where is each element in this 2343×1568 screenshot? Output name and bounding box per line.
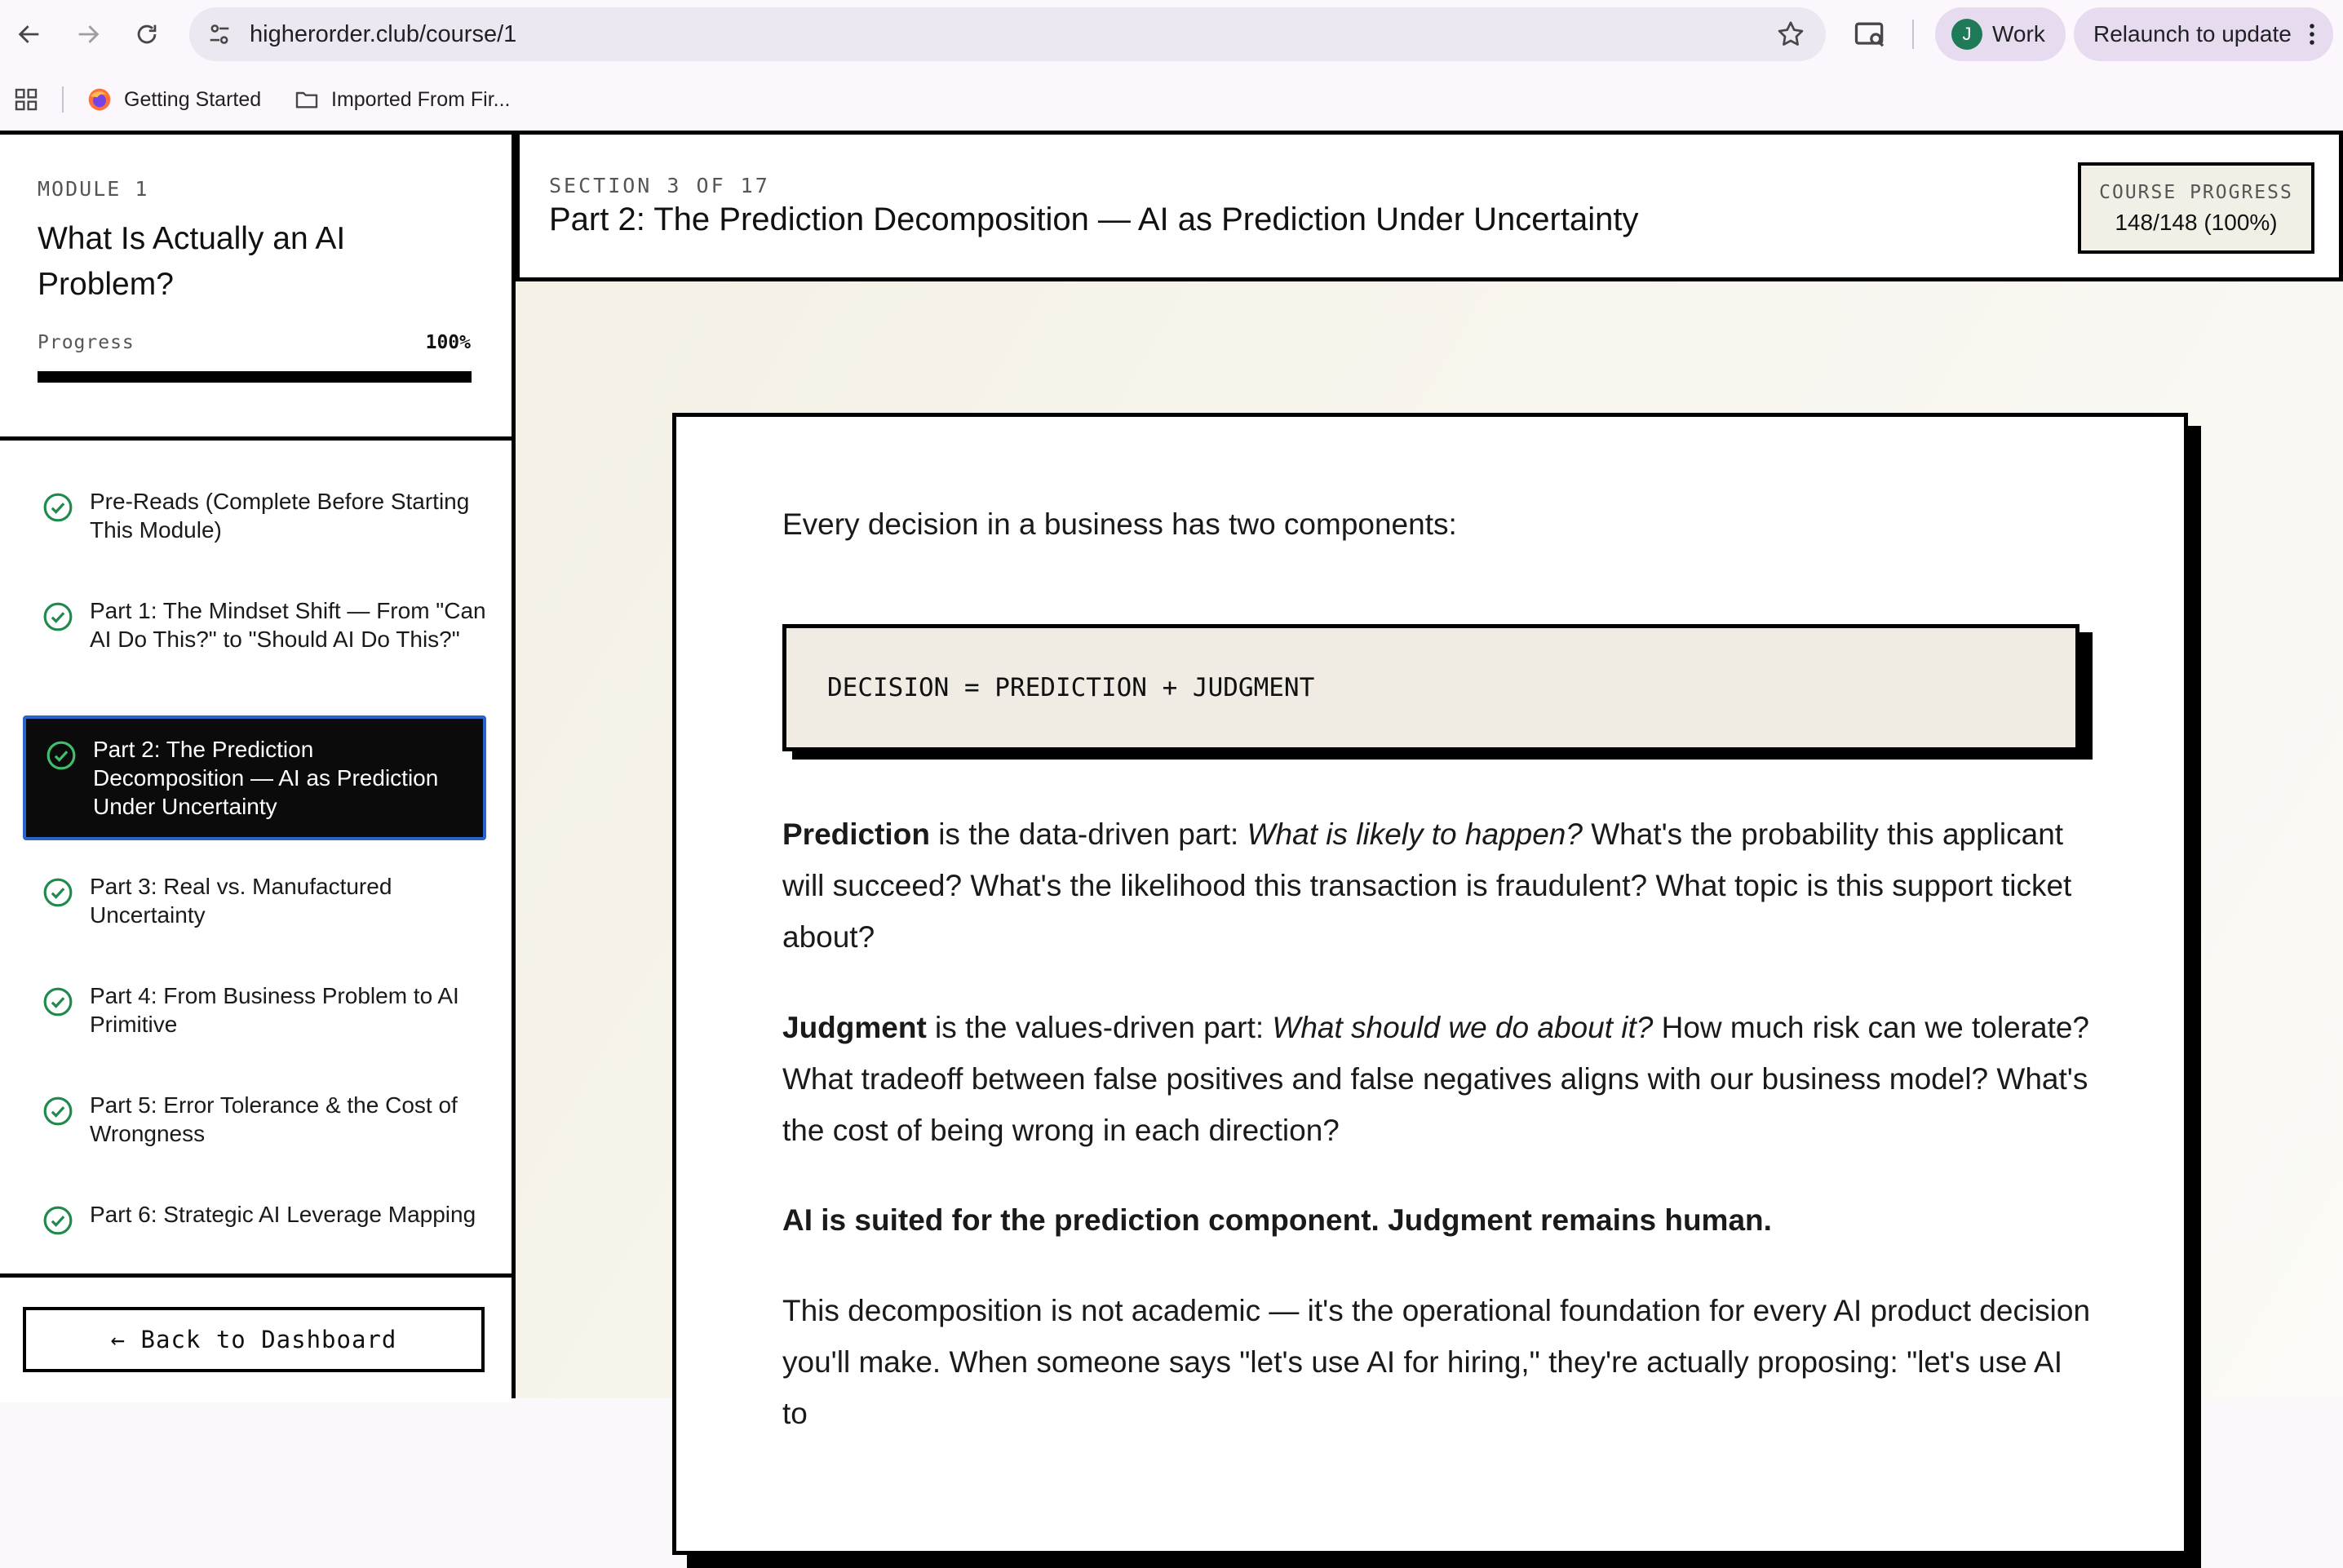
url-text[interactable]: higherorder.club/course/1 [250,21,517,47]
address-bar[interactable] [189,7,1826,61]
lesson-item[interactable] [23,981,486,1039]
judgment-rest: How much risk can we tolerate? What tradeoff between false positives and false negatives aligns with our business model? What's the cost of being wrong in each direction? [782,1011,2090,1147]
course-page [0,131,2343,1430]
lesson-item-active[interactable] [23,715,486,840]
lesson-label: Part 1: The Mindset Shift — From "Can AI Do This?" to "Should AI Do This?" [90,598,486,652]
lesson-item[interactable] [23,1200,486,1229]
section-title: Part 2: The Prediction Decomposition — AI as Prediction Under Uncertainty [549,202,1639,237]
firefox-icon [86,86,113,113]
judgment-question: What should we do about it? [1272,1011,1654,1044]
course-progress-value: 148/148 (100%) [2115,210,2278,235]
browser-toolbar [0,0,2343,69]
module-tag: MODULE 1 [38,177,149,201]
back-to-dashboard-button[interactable]: ← Back to Dashboard [23,1307,485,1372]
progress-value: 100% [425,332,471,353]
check-circle-icon [42,877,73,908]
lesson-label: Part 6: Strategic AI Leverage Mapping [90,1202,476,1227]
profile-button[interactable] [1935,7,2066,61]
check-circle-icon [42,601,73,632]
prediction-mid: is the data-driven part: [929,817,1247,851]
back-arrow-icon[interactable] [10,15,49,54]
forward-arrow-icon[interactable] [69,15,108,54]
site-info-icon[interactable] [206,20,233,48]
judgment-mid: is the values-driven part: [926,1011,1273,1044]
course-progress-box [2078,162,2314,254]
section-tag: SECTION 3 OF 17 [549,174,770,197]
formula-box [782,624,2079,751]
section-header [516,131,2343,281]
formula-text: DECISION = PREDICTION + JUDGMENT [827,673,1315,702]
lesson-label: Part 5: Error Tolerance & the Cost of Wrongness [90,1092,458,1146]
lesson-item[interactable] [23,596,486,653]
course-progress-label: COURSE PROGRESS [2099,182,2293,203]
intro-paragraph: Every decision in a business has two components: [782,507,1457,541]
bookmarks-divider [62,86,64,113]
bookmark-star-icon[interactable] [1775,19,1806,50]
lesson-label: Pre-Reads (Complete Before Starting This Module) [90,489,470,543]
module-title: What Is Actually an AI Problem? [38,221,346,302]
progress-fill [38,371,472,383]
module-header [0,135,512,441]
bookmark-folder-imported[interactable] [294,69,510,131]
judgment-term: Judgment [782,1011,927,1044]
apps-grid-icon[interactable] [13,86,39,113]
bookmark-getting-started[interactable] [86,69,261,131]
profile-label: Work [1992,21,2045,47]
content-card [672,413,2188,1555]
bookmark-label: Getting Started [124,87,262,111]
check-circle-icon [42,1205,73,1236]
closing-paragraph: This decomposition is not academic — it's the operational foundation for every AI product decision you'll make. When someone says "let's use AI for hiring," they're actually proposing: "let's use AI to [782,1294,2091,1430]
check-circle-icon [42,986,73,1017]
lesson-label: Part 2: The Prediction Decomposition — AI as Prediction Under Uncertainty [93,737,439,819]
check-circle-icon [42,1096,73,1127]
prediction-question: What is likely to happen? [1247,817,1583,851]
reload-icon[interactable] [127,15,166,54]
key-statement: AI is suited for the prediction component. Judgment remains human. [782,1203,1772,1237]
prediction-paragraph [782,808,2096,963]
folder-icon [294,86,320,113]
relaunch-button[interactable] [2074,7,2333,61]
check-circle-icon [46,740,77,771]
lesson-item[interactable] [23,1091,486,1148]
progress-label: Progress [38,332,135,353]
toolbar-divider [1912,20,1914,49]
more-menu-icon[interactable] [2307,22,2317,47]
relaunch-label: Relaunch to update [2093,21,2292,47]
sidebar-footer [0,1273,512,1402]
check-circle-icon [42,492,73,523]
bookmark-label: Imported From Fir... [331,87,511,111]
bookmarks-bar [0,69,2343,131]
lesson-item[interactable] [23,487,486,544]
tab-search-icon[interactable] [1852,16,1888,52]
module-sidebar [0,131,516,1398]
lesson-item[interactable] [23,872,486,929]
lesson-label: Part 3: Real vs. Manufactured Uncertainty [90,874,392,928]
judgment-paragraph [782,1002,2096,1156]
lesson-label: Part 4: From Business Problem to AI Primitive [90,983,459,1037]
prediction-rest: What's the probability this applicant will succeed? What's the likelihood this transaction is fraudulent? What topic is this support ticket about? [782,817,2072,954]
prediction-term: Prediction [782,817,930,851]
module-progress-bar [38,371,472,383]
avatar: J [1951,19,1982,50]
